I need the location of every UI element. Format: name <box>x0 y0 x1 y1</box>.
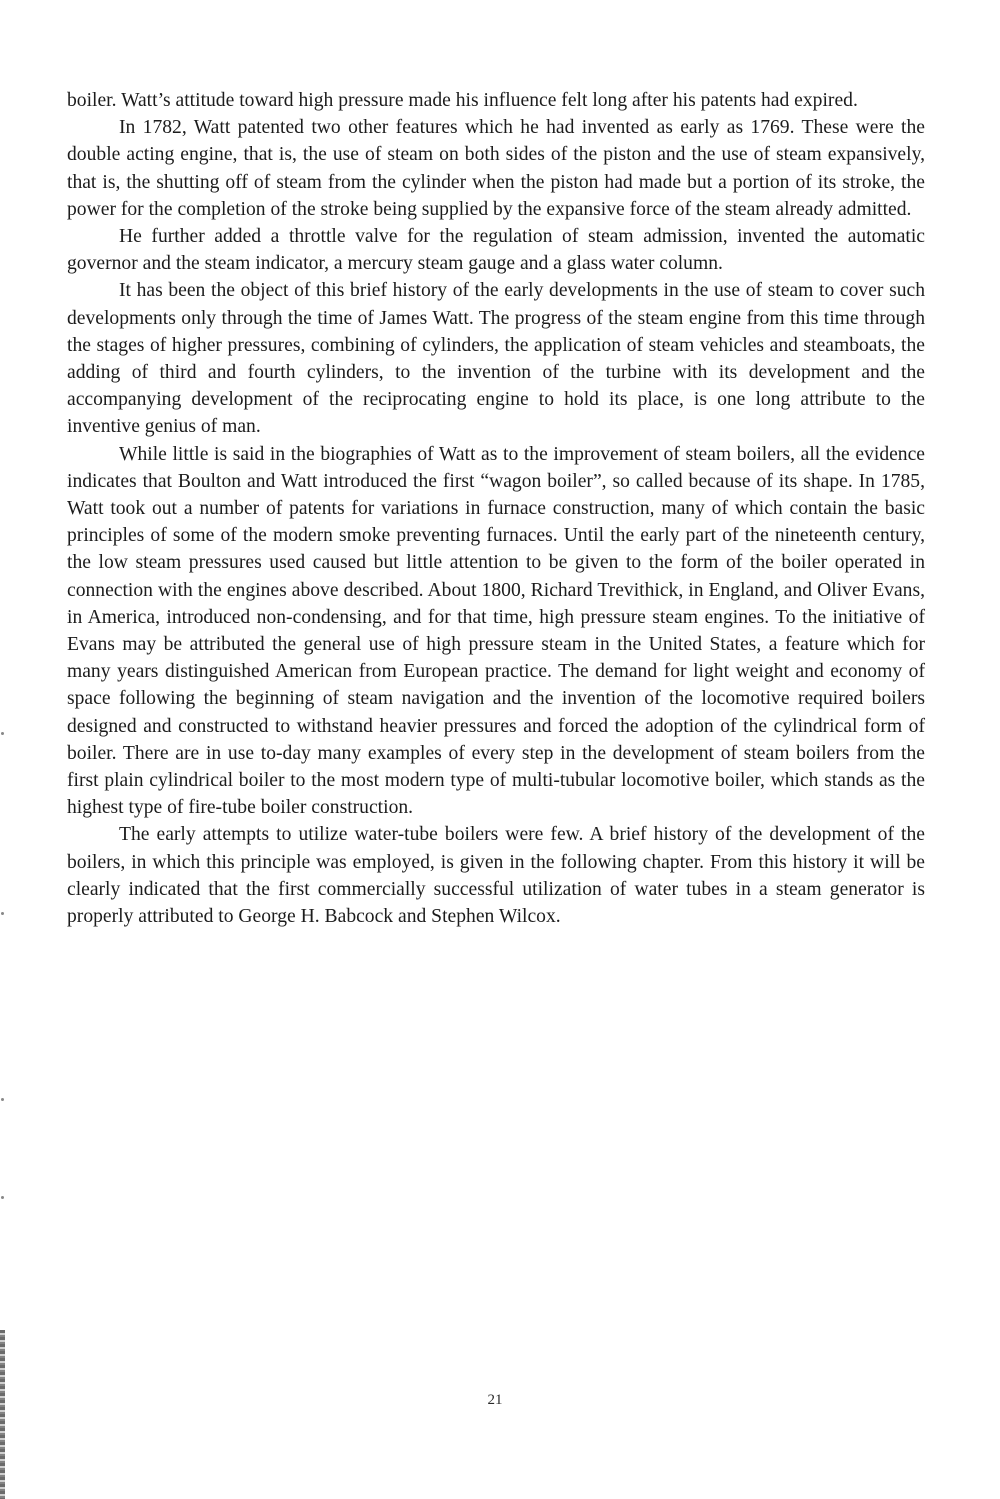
page-number: 21 <box>487 1392 503 1408</box>
paragraph: While little is said in the biographies of Watt as to the improvement of steam boilers, all the evidence indicates that Boulton and Watt introduced the first “wagon boiler”, so called because of its shape. In 1785, Watt took out a number of patents for variations in furnace construction, many of which contain the basic principles of some of the modern smoke preventing furnaces. Until the early part of the nineteenth century, the low steam pressures used caused but little attention to be given to the form of the boiler operated in connection with the engines above described. About 1800, Richard Trevithick, in England, and Oliver Evans, in America, introduced non-condensing, and for that time, high pressure steam engines. To the initiative of Evans may be attributed the general use of high pressure steam in the United States, a feature which for many years distinguished American from European practice. The demand for light weight and economy of space following the beginning of steam navigation and the invention of the locomotive required boilers designed and constructed to withstand heavier pressures and forced the adoption of the cylindrical form of boiler. There are in use to-day many examples of every step in the development of steam boilers from the first plain cylindrical boiler to the most modern type of multi-tubular locomotive boiler, which stands as the highest type of fire-tube boiler construction. <box>67 443 925 819</box>
paragraph: In 1782, Watt patented two other features which he had invented as early as 1769. These were the double acting engine, that is, the use of steam on both sides of the piston and the use of steam expansively, that is, the shutting off of steam from the cylinder when the piston had made but a portion of its stroke, the power for the completion of the stroke being supplied by the expansive force of the steam already admitted. <box>67 117 925 220</box>
scan-dot <box>1 1098 4 1101</box>
paragraph: He further added a throttle valve for the regulation of steam admission, invented the automatic governor and the steam indicator, a mercury steam gauge and a glass water column. <box>67 226 925 275</box>
scan-edge-strip <box>0 1330 5 1499</box>
page-body <box>67 87 925 930</box>
paragraph: The early attempts to utilize water-tube boilers were few. A brief history of the development of the boilers, in which this principle was employed, is given in the following chapter. From this history it will be clearly indicated that the first commercially successful utilization of water tubes in a steam generator is properly attributed to George H. Babcock and Stephen Wilcox. <box>67 824 925 928</box>
paragraph-continued: boiler. Watt’s attitude toward high pressure made his influence felt long after his patents had expired. <box>67 90 858 111</box>
scan-dot <box>1 912 4 915</box>
scan-dot <box>1 1196 4 1199</box>
paragraph: It has been the object of this brief history of the early developments in the use of steam to cover such developments only through the time of James Watt. The progress of the steam engine from this time through the stages of higher pressures, combining of cylinders, the application of steam vehicles and steamboats, the adding of third and fourth cylinders, to the invention of the turbine with its development and the accompanying development of the reciprocating engine to hold its place, is one long attribute to the inventive genius of man. <box>67 280 925 438</box>
scan-dot <box>1 732 4 735</box>
